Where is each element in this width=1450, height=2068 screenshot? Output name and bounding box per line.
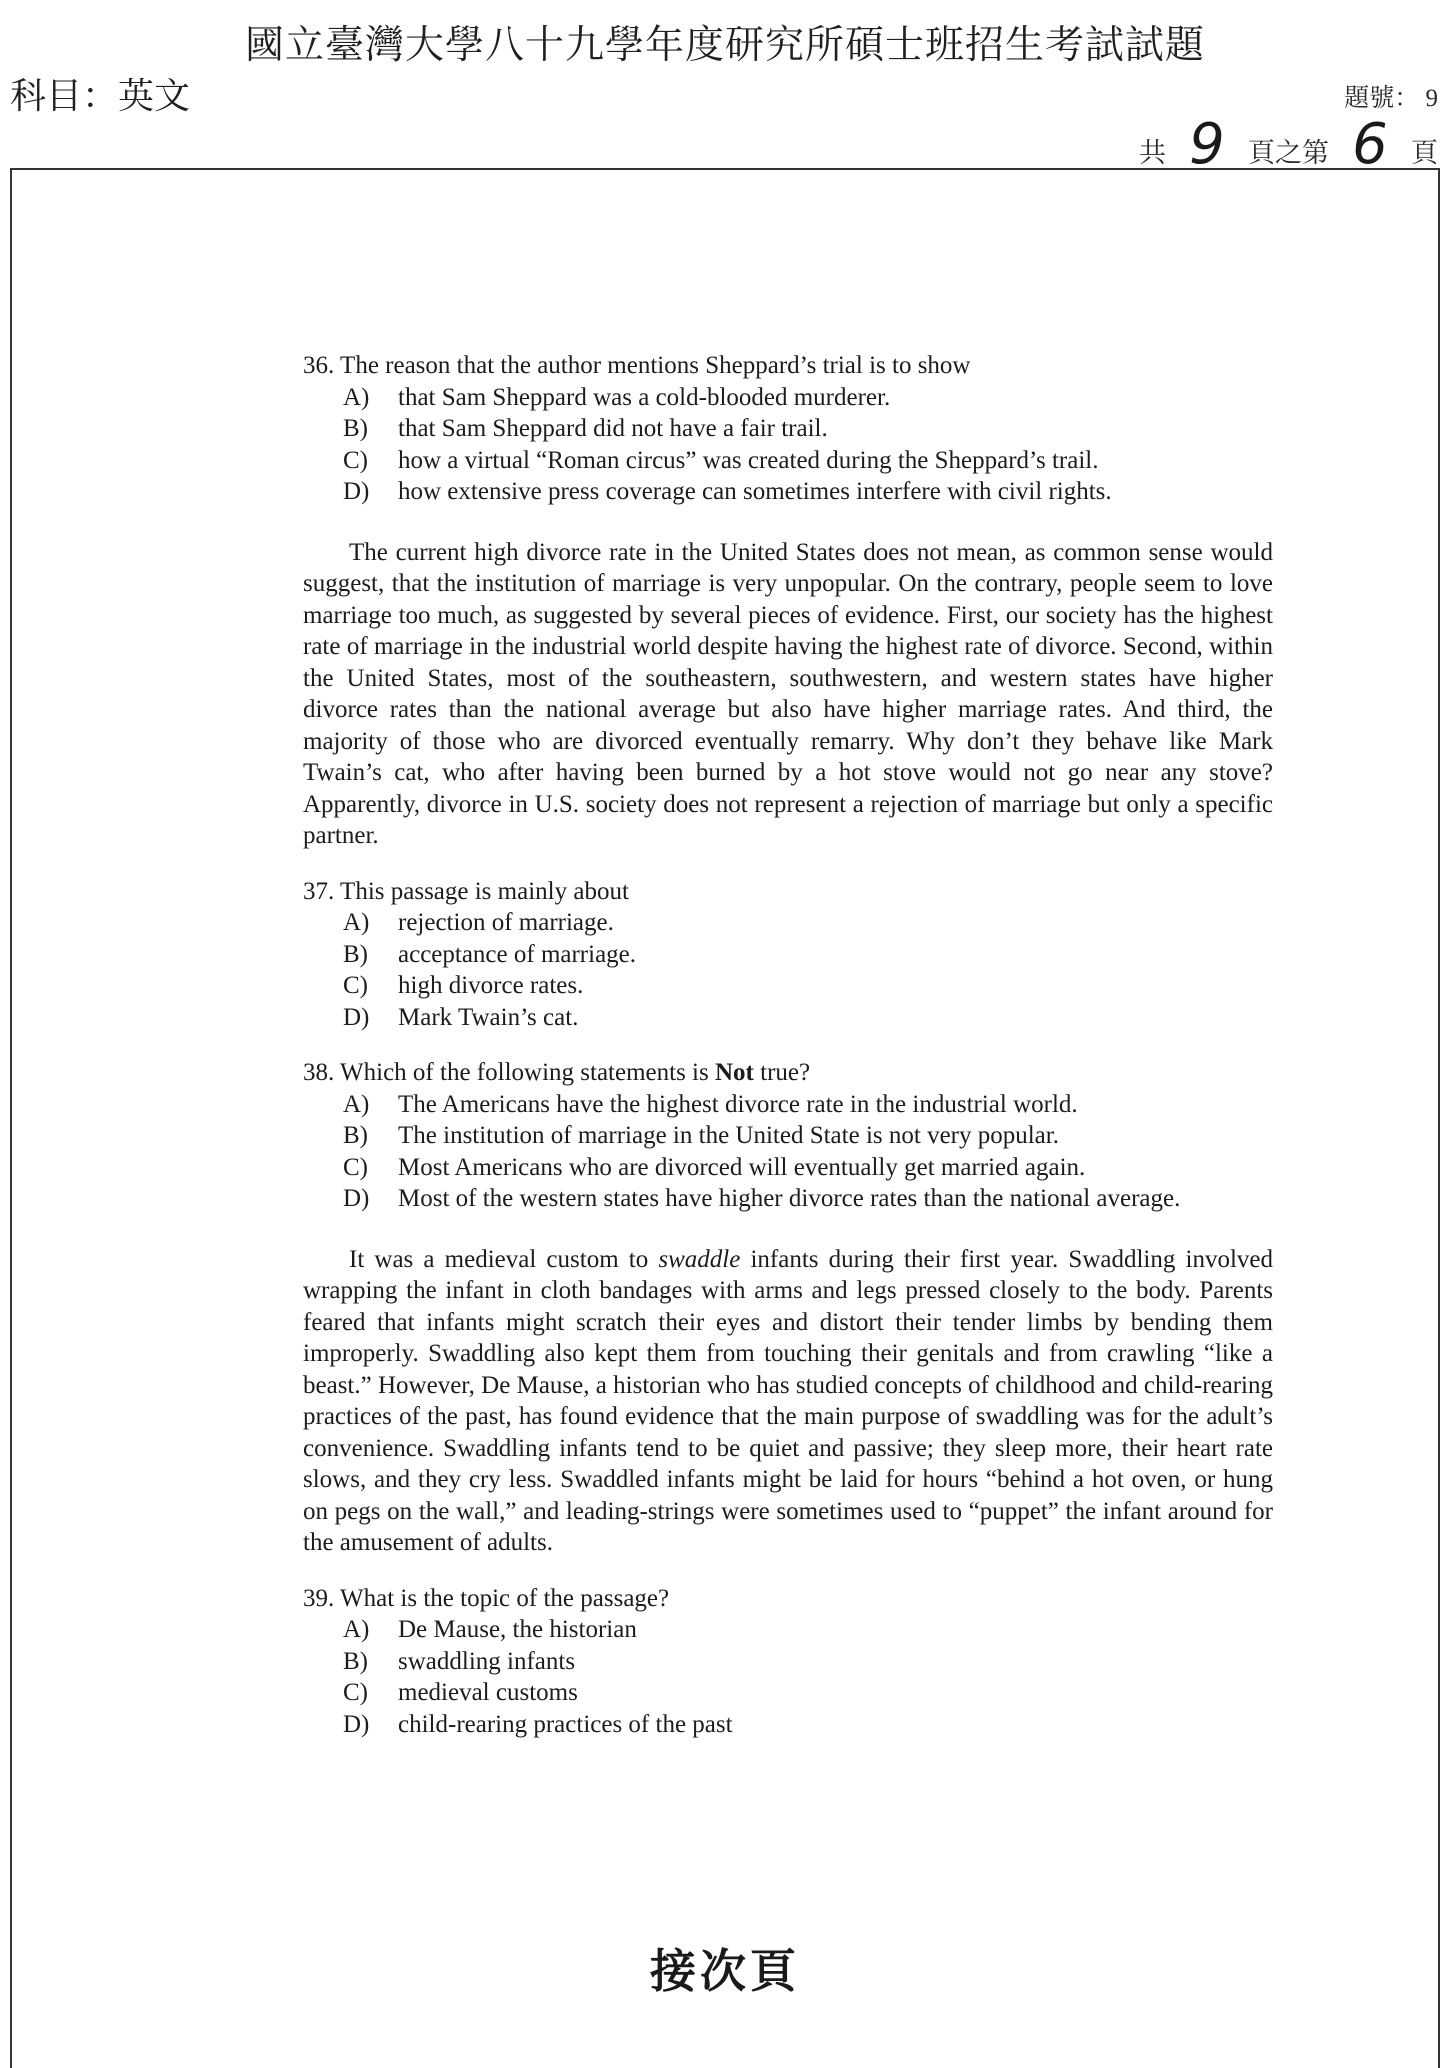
pages-total: 9: [1189, 112, 1225, 177]
option-letter: C): [343, 972, 368, 999]
pages-suffix: 頁: [1411, 138, 1438, 168]
option-text: Most of the western states have higher divorce rates than the national average.: [398, 1185, 1181, 1212]
question-stem: 37. This passage is mainly about: [303, 877, 629, 905]
option-text: rejection of marriage.: [398, 909, 614, 936]
option-a: [303, 1614, 1273, 1646]
option-letter: A): [343, 1616, 370, 1643]
question-stem: 36. The reason that the author mentions Sheppard’s trial is to show: [303, 352, 971, 379]
option-letter: A): [343, 1090, 370, 1118]
passage-after: infants during their first year. Swaddling involved wrapping the infant in cloth bandages with arms and legs pressed closely to the body. Parents feared that infants might scratch their eyes and distort their tender limbs by bending them improperly. Swaddling also kept them from touching their genitals and from crawling “like a beast.” However, De Mause, a historian who has studied concepts of childhood and child-rearing practices of the past, has found evidence that the main purpose of swaddling was for the adult’s convenience. Swaddling infants tend to be quiet and passive; they sleep more, their heart rate slows, and they cry less. Swaddled infants might be laid for hours “behind a hot oven, or hung on pegs on the wall,” and leading-strings were sometimes used to “puppet” the infant around for the amusement of adults.: [303, 1245, 1273, 1556]
option-letter: D): [343, 1003, 370, 1031]
option-letter: C): [343, 1679, 368, 1706]
passage-divorce: The current high divorce rate in the United States does not mean, as common sense would suggest, that the institution of marriage is very unpopular. On the contrary, people seem to love marriage too much, as suggested by several pieces of evidence. First, our society has the highest rate of marriage in the industrial world despite having the highest rate of divorce. Second, within the United States, most of the southeastern, southwestern, and western states have higher divorce rates than the national average but also have higher marriage rates. And third, the majority of those who are divorced eventually remarry. Why don’t they behave like Mark Twain’s cat, who after having been burned by a hot stove would not go near any stove? Apparently, divorce in U.S. society does not represent a rejection of marriage but only a specific partner.: [303, 538, 1273, 849]
pages-middle: 頁之第: [1248, 138, 1329, 168]
option-d: [303, 1183, 1273, 1215]
option-text: Most Americans who are divorced will eventually get married again.: [398, 1153, 1086, 1181]
option-b: [303, 1646, 1273, 1678]
option-text: De Mause, the historian: [398, 1616, 637, 1643]
option-c: [303, 1152, 1273, 1184]
question-stem: [303, 1057, 1273, 1089]
question-36: [303, 350, 1273, 508]
stem-emphasis: Not: [714, 1059, 754, 1086]
option-c: [303, 1677, 1273, 1709]
option-letter: D): [343, 1185, 370, 1212]
question-37: [303, 876, 1273, 1034]
option-text: that Sam Sheppard did not have a fair trail.: [398, 415, 828, 442]
question-39: [303, 1583, 1273, 1741]
option-letter: A): [343, 909, 370, 936]
option-a: [303, 907, 1273, 939]
passage-before: It was a medieval custom to: [349, 1245, 659, 1273]
option-text: how a virtual “Roman circus” was created during the Sheppard’s trail.: [398, 446, 1099, 474]
stem-before: 38. Which of the following statements is: [303, 1059, 715, 1086]
option-d: [303, 476, 1273, 508]
option-b: [303, 413, 1273, 445]
option-a: [303, 382, 1273, 414]
option-text: The institution of marriage in the United State is not very popular.: [398, 1122, 1059, 1149]
stem-after: true?: [753, 1059, 811, 1086]
pages-prefix: 共: [1139, 138, 1166, 168]
question-38: [303, 1057, 1273, 1215]
option-letter: D): [343, 478, 370, 505]
option-text: high divorce rates.: [398, 972, 584, 999]
passage-italic: swaddle: [658, 1245, 741, 1273]
question-number: 題號： 9: [1344, 85, 1438, 112]
option-letter: C): [343, 1153, 368, 1181]
option-text: medieval customs: [398, 1679, 578, 1706]
option-c: [303, 970, 1273, 1002]
page-current: 6: [1352, 112, 1388, 177]
option-text: that Sam Sheppard was a cold-blooded murderer.: [398, 383, 891, 411]
option-c: [303, 445, 1273, 477]
option-d: [303, 1709, 1273, 1741]
option-a: [303, 1089, 1273, 1121]
subject-label: 科目：英文: [10, 76, 191, 116]
exam-title: 國立臺灣大學八十九學年度研究所碩士班招生考試試題: [244, 24, 1205, 67]
option-text: Mark Twain’s cat.: [398, 1003, 579, 1031]
option-text: acceptance of marriage.: [398, 940, 637, 968]
option-d: [303, 1002, 1273, 1034]
option-letter: B): [343, 940, 368, 968]
option-letter: B): [343, 1122, 368, 1149]
continue-next-page-note: 接次頁: [650, 1946, 800, 1997]
option-text: The Americans have the highest divorce rate in the industrial world.: [398, 1090, 1078, 1118]
exam-content: [303, 350, 1273, 1740]
option-text: child-rearing practices of the past: [398, 1710, 733, 1738]
option-text: swaddling infants: [398, 1647, 576, 1675]
option-b: [303, 939, 1273, 971]
option-letter: D): [343, 1710, 370, 1738]
question-stem: 39. What is the topic of the passage?: [303, 1584, 670, 1612]
option-text: how extensive press coverage can sometimes interfere with civil rights.: [398, 478, 1112, 505]
option-letter: A): [343, 383, 370, 411]
option-b: [303, 1120, 1273, 1152]
option-letter: C): [343, 446, 368, 474]
option-letter: B): [343, 415, 368, 442]
page-count: [1139, 112, 1438, 177]
passage-swaddle: [303, 1244, 1273, 1559]
option-letter: B): [343, 1647, 368, 1675]
